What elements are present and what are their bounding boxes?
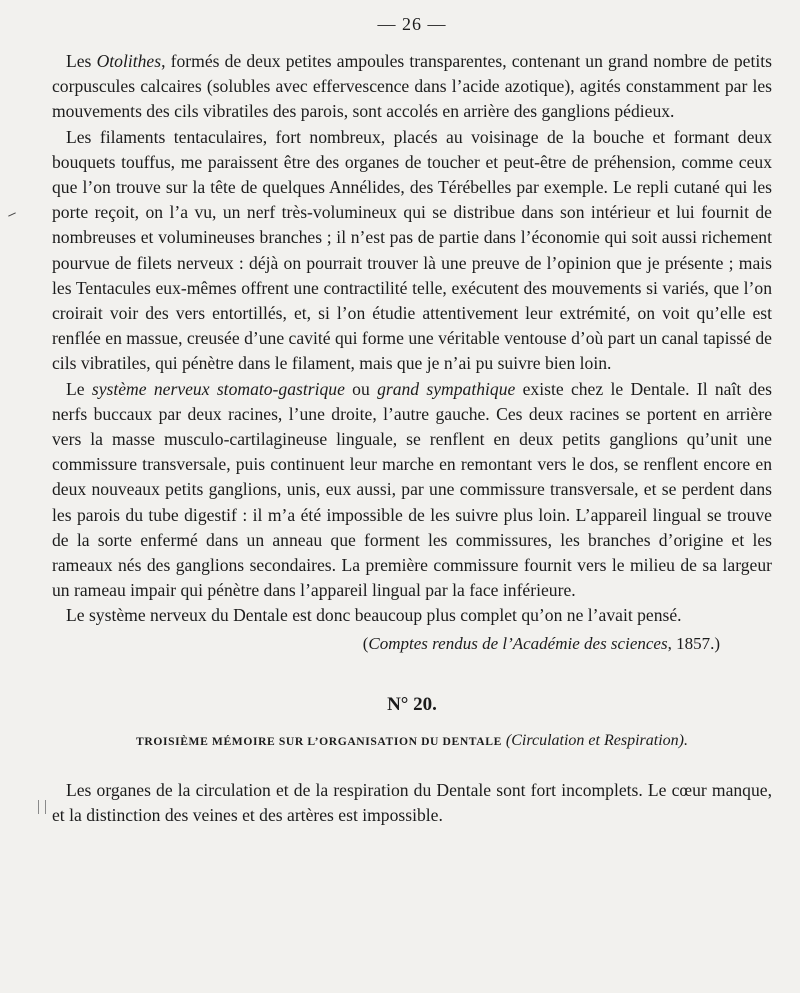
italic-term-sympathetic: grand sympathique: [377, 378, 516, 399]
paragraph-circulation: Les organes de la circulation et de la respiration du Dentale sont fort incomplets. Le cœur manque, et la distinction des veines et des artères est impossible.: [52, 779, 772, 825]
section-heading-paren-open: (: [501, 731, 512, 749]
page-number: — 26 —: [377, 14, 447, 34]
italic-term-otolithes: Otolithes: [96, 51, 162, 71]
paragraph-text: ou: [344, 378, 378, 399]
section-heading-caps: TROISIÈME MÉMOIRE SUR L’ORGANISATION DU DENTALE: [136, 734, 502, 748]
citation: [52, 631, 720, 656]
margin-tick: [8, 212, 16, 216]
margin-mark: [38, 800, 46, 814]
italic-term-stomato-gastric: système nerveux stomato-gastrique: [91, 378, 345, 399]
paragraph-tentacles: Les filaments tentaculaires, fort nombreux, placés au voisinage de la bouche et formant deux bouquets touffus, me paraissent être des organes de toucher et peut-être de préhension, comme ceux que l’on trouve sur la tête de quelques Annélides, des Térébelles par exemple. Le repli cutané qui les porte reçoit, on l’a vu, un nerf très-volumineux qui se distribue dans son intérieur et lui fournit de nombreuses et volumineuses branches ; il n’est pas de partie dans l’économie qui soit aussi richement pourvue de filets nerveux : déjà on pourrait trouver là une preuve de l’opinion que je présente ; mais les Tentacules eux-mêmes offrent une contractilité telle, exécutent des mouvements si variés, que l’on croirait voir des vers entortillés, et, si l’on étudie attentivement leur extrémité, on voit qu’elle est renflée en massue, creusée d’une cavité qui forme une véritable ventouse d’où part un canal tapissé de cils vibratiles, qui pénètre dans le filament, mais que je n’ai pu suivre bien loin.: [52, 126, 772, 374]
citation-source: Comptes rendus de l’Académie des sciences: [368, 633, 668, 653]
paragraph-otolithes: [52, 49, 772, 125]
paragraph-text: Les: [66, 51, 97, 71]
citation-open: (: [362, 633, 369, 653]
paragraph-stomato-gastric: [52, 377, 772, 604]
paragraph-conclusion: Le système nerveux du Dentale est donc beaucoup plus complet qu’on ne l’avait pensé.: [66, 605, 682, 626]
section-number: N° 20.: [387, 693, 437, 715]
citation-year: , 1857.): [667, 633, 720, 653]
section-heading-subtitle: Circulation et Respiration: [511, 731, 679, 749]
body-text-section: [52, 778, 772, 828]
paragraph-text: , formés de deux petites ampoules transparentes, contenant un grand nombre de petits corpuscules calcaires (solubles avec effervescence dans l’acide azotique), agités constamment par les mouvements des cils vibratiles des parois, sont accolés en arrière des ganglions pédieux.: [52, 51, 772, 122]
paragraph-text: Le: [66, 378, 92, 399]
body-text: [52, 49, 772, 629]
section-heading: [52, 732, 772, 750]
section-heading-paren-close: ).: [678, 731, 688, 749]
paragraph-text: existe chez le Dentale. Il naît des nerfs buccaux par deux racines, l’une droite, l’autre gauche. Ces deux racines se portent en arrière vers la masse musculo-cartilagineuse linguale, se renflent en deux petits ganglions qu’unit une commissure transversale, puis continuent leur marche en remontant vers le dos, se renflent encore en deux nouveaux petits ganglions, unis, eux aussi, par une commissure transversale, et se perdent dans les parois du tube digestif : il m’a été impossible de les suivre plus loin. L’appareil lingual se trouve de la sorte enfermé dans un anneau que forment les commissures, les branches d’origine et les rameaux nés des ganglions secondaires. La première commissure fournit vers le milieu de sa largeur un rameau impair qui pénètre dans l’appareil lingual par la face inférieure.: [52, 378, 773, 601]
